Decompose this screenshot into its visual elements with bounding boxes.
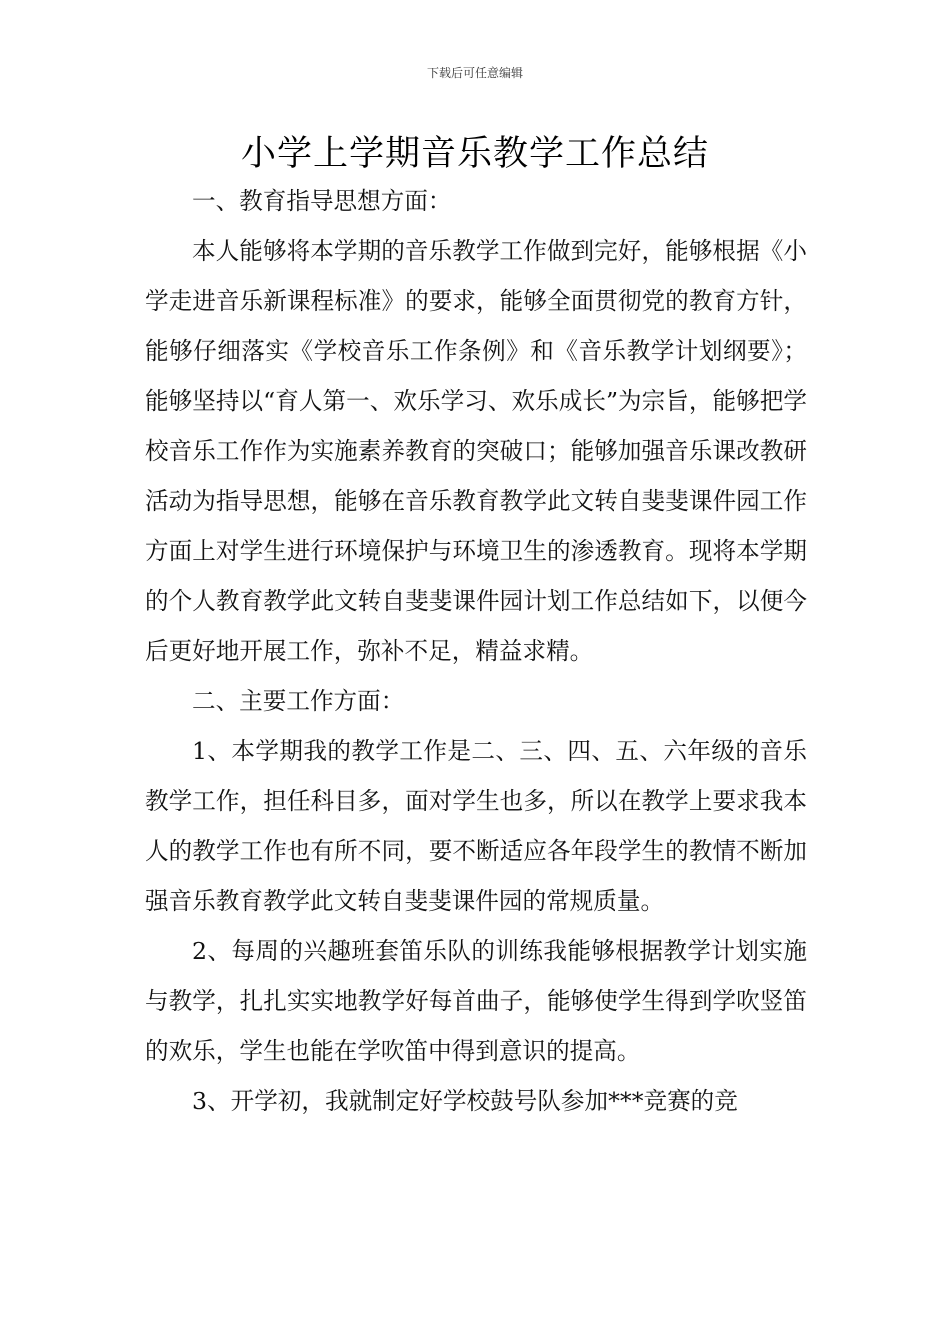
paragraph-guiding-ideology: 本人能够将本学期的音乐教学工作做到完好，能够根据《小学走进音乐新课程标准》的要求，能够全面贯彻党的教育方针，能够仔细落实《学校音乐工作条例》和《音乐教学计划纲要》；能够坚持以“育人第一、欢乐学习、欢乐成长”为宗旨，能够把学校音乐工作作为实施素养教育的突破口；能够加强音乐课改教研活动为指导思想，能够在音乐教育教学此文转自斐斐课件园工作方面上对学生进行环境保护与环境卫生的渗透教育。现将本学期的个人教育教学此文转自斐斐课件园计划工作总结如下，以便今后更好地开展工作，弥补不足，精益求精。	[145, 237, 807, 665]
section-heading-main-work: 二、主要工作方面：	[192, 687, 405, 715]
document-title: 小学上学期音乐教学工作总结	[240, 134, 709, 174]
list-item-2: 2、每周的兴趣班套笛乐队的训练我能够根据教学计划实施与教学，扎扎实实地教学好每首曲子，能够使学生得到学吹竖笛的欢乐，学生也能在学吹笛中得到意识的提高。	[145, 937, 807, 1065]
list-item-3: 3、开学初，我就制定好学校鼓号队参加***竞赛的竞	[192, 1087, 738, 1115]
page-header-note: 下载后可任意编辑	[426, 66, 523, 80]
section-heading-guiding-ideology: 一、教育指导思想方面：	[192, 187, 452, 215]
list-item-1: 1、本学期我的教学工作是二、三、四、五、六年级的音乐教学工作，担任科目多，面对学生也多，所以在教学上要求我本人的教学工作也有所不同，要不断适应各年段学生的教情不断加强音乐教育教学此文转自斐斐课件园的常规质量。	[145, 737, 807, 915]
document-body	[145, 176, 807, 1126]
